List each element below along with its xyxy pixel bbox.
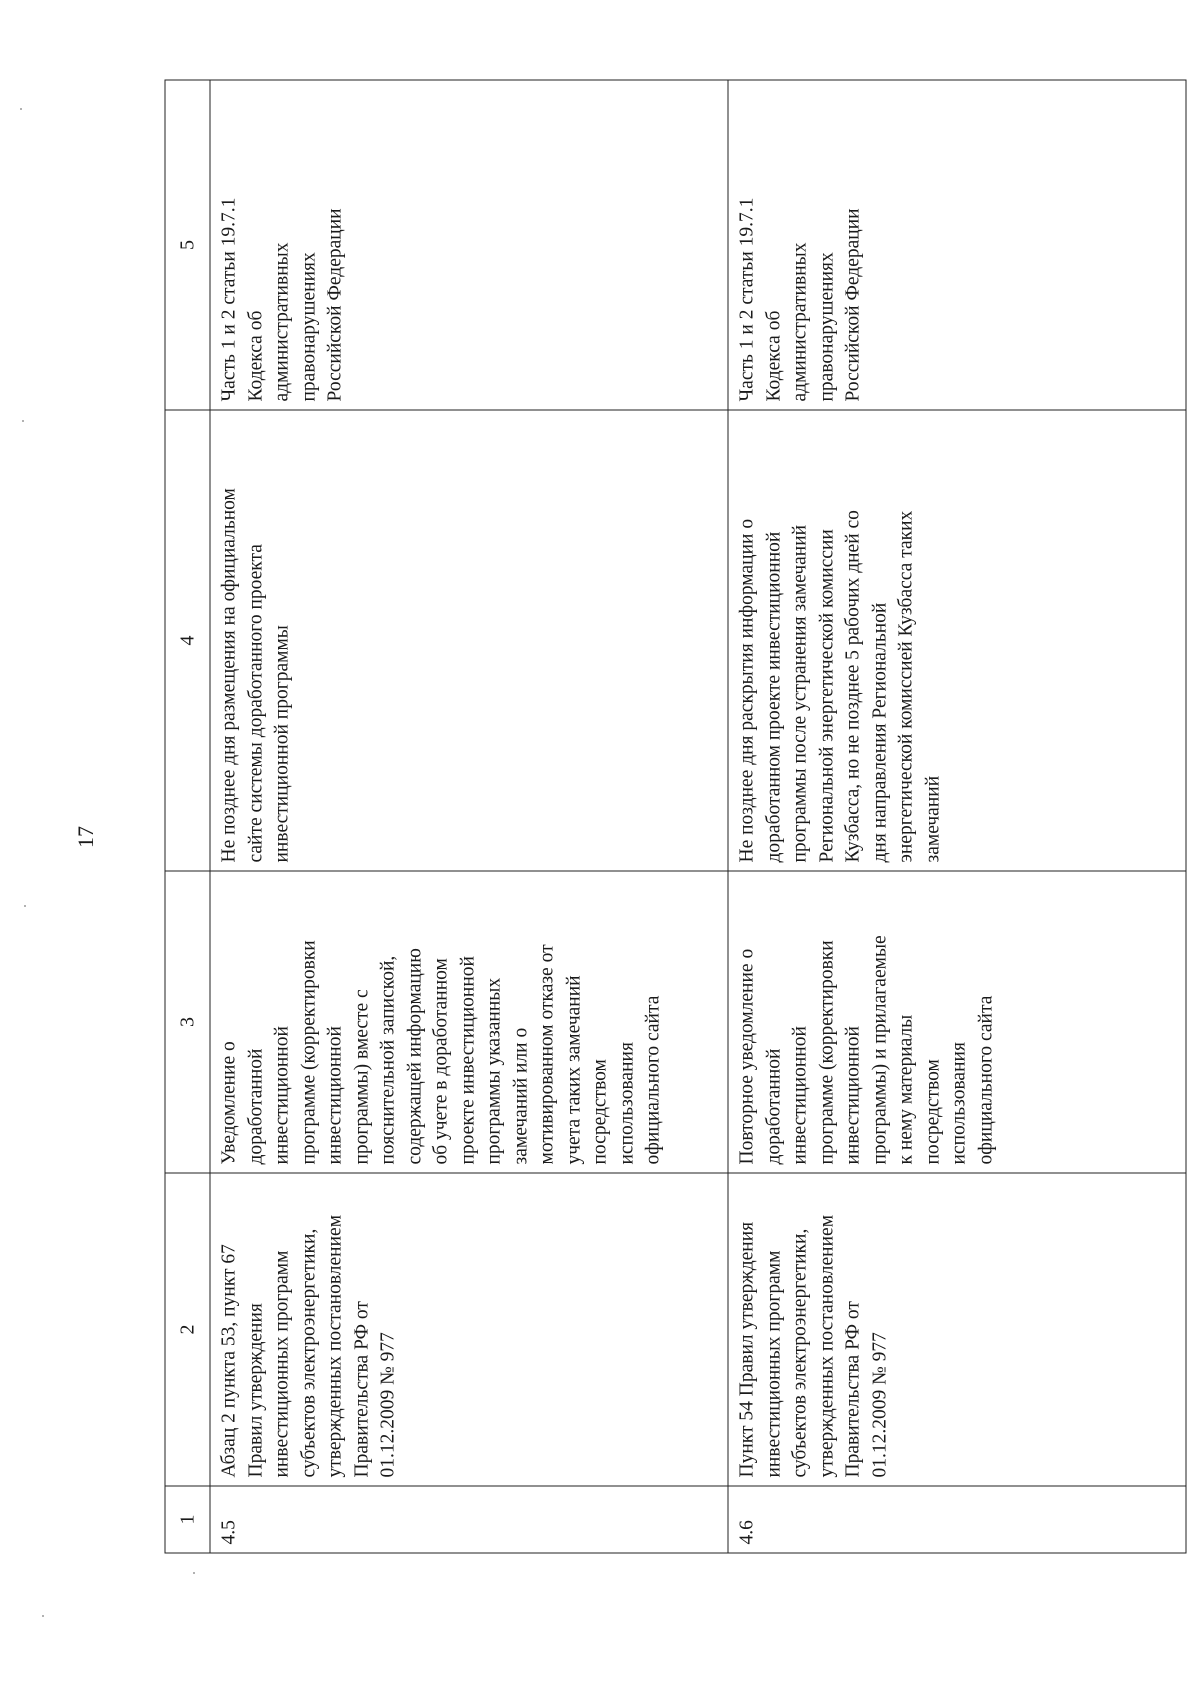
header-col-4: 4	[165, 410, 210, 871]
header-col-5: 5	[165, 80, 210, 410]
page-number: 17	[73, 826, 98, 848]
obligations-table	[164, 79, 1186, 1553]
row-number-cell: 4.5	[210, 1486, 728, 1553]
table-row	[728, 80, 1186, 1553]
liability-cell: Часть 1 и 2 статьи 19.7.1 Кодекса об административных правонарушениях Российской Федерации	[728, 80, 1186, 410]
deadline-cell: Не позднее дня раскрытия информации о доработанном проекте инвестиционной программы после устранения замечаний Региональной энергетической комиссии Кузбасса, но не позднее 5 рабочих дней со дня направления Региональной энергетической комиссией Кузбасса таких замечаний	[728, 410, 1186, 871]
header-col-3: 3	[165, 871, 210, 1173]
scan-speck	[193, 1572, 195, 1574]
row-number-cell: 4.6	[728, 1486, 1186, 1553]
table-rotated-container	[164, 80, 1184, 1553]
table-row	[210, 80, 728, 1553]
scan-speck	[24, 905, 26, 907]
scan-speck	[42, 1615, 44, 1617]
header-col-2: 2	[165, 1173, 210, 1486]
liability-cell: Часть 1 и 2 статьи 19.7.1 Кодекса об административных правонарушениях Российской Федерации	[210, 80, 728, 410]
scan-speck	[22, 420, 24, 422]
action-cell: Уведомление о доработанной инвестиционной программе (корректировки инвестиционной программы) вместе с пояснительной запиской, содержащей информацию об учете в доработанном проекте инвестиционной программы указанных замечаний или о мотивированном отказе от учета таких замечаний посредством использования официального сайта	[210, 871, 728, 1173]
action-cell: Повторное уведомление о доработанной инвестиционной программе (корректировки инвестиционной программы) и прилагаемые к нему материалы посредством использования официального сайта	[728, 871, 1186, 1173]
legal-basis-cell: Абзац 2 пункта 53, пункт 67 Правил утверждения инвестиционных программ субъектов электроэнергетики, утвержденных постановлением Правительства РФ от 01.12.2009 № 977	[210, 1173, 728, 1486]
legal-basis-cell: Пункт 54 Правил утверждения инвестиционных программ субъектов электроэнергетики, утвержденных постановлением Правительства РФ от 01.12.2009 № 977	[728, 1173, 1186, 1486]
header-col-1: 1	[165, 1486, 210, 1553]
deadline-cell: Не позднее дня размещения на официальном сайте системы доработанного проекта инвестиционной программы	[210, 410, 728, 871]
table-header-row	[165, 80, 210, 1553]
scan-speck	[20, 108, 22, 110]
